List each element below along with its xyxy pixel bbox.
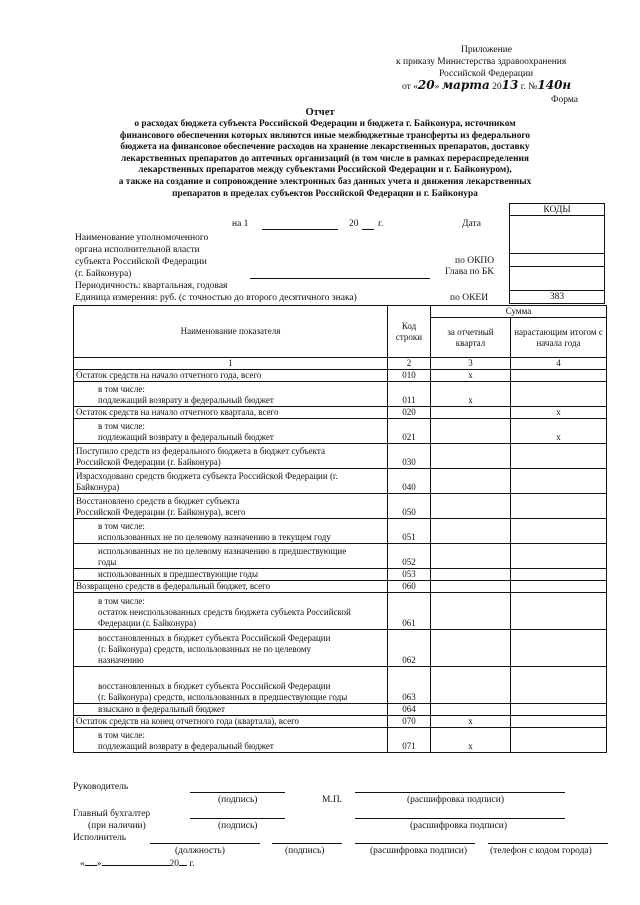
table-row	[74, 382, 607, 407]
col-sum-header: Сумма	[431, 306, 607, 318]
row-cumulative-value[interactable]	[511, 704, 607, 716]
row-quarter-value[interactable]	[431, 630, 511, 667]
col-num-3: 3	[431, 358, 511, 370]
handwritten-order-number: 140н	[537, 78, 572, 92]
row-quarter-value[interactable]	[431, 407, 511, 419]
table-row	[74, 494, 607, 519]
col-num-1: 1	[74, 358, 388, 370]
row-name: Израсходовано средств бюджета субъекта Российской Федерации (г. Байконура)	[74, 469, 388, 494]
table-row	[74, 569, 607, 581]
okpo-code-cell	[510, 254, 605, 267]
bk-code-cell	[510, 267, 605, 291]
row-cumulative-value[interactable]	[511, 370, 607, 382]
table-row	[74, 544, 607, 569]
codes-header: КОДЫ	[510, 204, 605, 216]
row-code: 071	[388, 728, 431, 753]
table-row	[74, 469, 607, 494]
row-code: 051	[388, 519, 431, 544]
row-code: 060	[388, 581, 431, 593]
row-name: в том числе: подлежащий возврату в федеральный бюджет	[74, 728, 388, 753]
handwritten-year: 13	[501, 78, 519, 92]
row-code: 052	[388, 544, 431, 569]
date-label: Дата	[462, 219, 481, 229]
table-row	[74, 519, 607, 544]
okei-code-cell: 383	[510, 291, 605, 304]
row-cumulative-value[interactable]	[511, 630, 607, 667]
table-row	[74, 419, 607, 444]
table-row	[74, 728, 607, 753]
chief-sign-caption: (подпись)	[218, 821, 258, 831]
row-quarter-value[interactable]	[431, 444, 511, 469]
row-name: Восстановлено средств в бюджет субъекта Российской Федерации (г. Байконура), всего	[74, 494, 388, 519]
report-table	[73, 305, 607, 753]
row-cumulative-value[interactable]	[511, 593, 607, 630]
row-name: восстановленных в бюджет субъекта Российской Федерации (г. Байконура) средств, использованных не по целевому назначению	[74, 630, 388, 667]
head-label: Руководитель	[73, 782, 129, 792]
row-cumulative-value[interactable]	[511, 519, 607, 544]
row-name: Возвращено средств в федеральный бюджет, всего	[74, 581, 388, 593]
row-quarter-value[interactable]	[431, 667, 511, 704]
row-name: восстановленных в бюджет субъекта Российской Федерации (г. Байконура) средств, использованных в предшествующие годы	[74, 667, 388, 704]
report-title: о расходах бюджета субъекта Российской Федерации и бюджета г. Байконура, источником финансового обеспечения которых являются иные межбюджетные трансферты из федерального бюджета на финансовое обеспечение расходов на хранение лекарственных препаратов, доставку лекарственных препаратов до аптечных организаций (в том числе в рамках перераспределения лекарственных препаратов между субъектами Российской Федерации и г. Байконуром), а также на создание и сопровождение электронных баз данных учета и движения лекарственных препаратов в пределах субъектов Российской Федерации и г. Байконура	[118, 119, 532, 199]
order-date-line: от «20» марта 2013 г. №140н	[402, 78, 572, 92]
row-cumulative-value[interactable]	[511, 569, 607, 581]
row-code: 070	[388, 716, 431, 728]
row-cumulative-value[interactable]	[511, 728, 607, 753]
row-quarter-value[interactable]	[431, 494, 511, 519]
g-label: г.	[378, 219, 384, 229]
row-code: 053	[388, 569, 431, 581]
unit-label: Единица измерения: руб. (с точностью до второго десятичного знака)	[75, 293, 357, 303]
form-label: Форма	[551, 95, 579, 105]
okpo-label: по ОКПО	[455, 256, 495, 266]
col-num-2: 2	[388, 358, 431, 370]
report-heading: Отчет	[305, 107, 335, 118]
on-date-label: на 1	[232, 219, 249, 229]
if-any-label: (при наличии)	[88, 821, 146, 831]
row-quarter-value[interactable]: x	[431, 716, 511, 728]
codes-table	[509, 203, 605, 304]
glava-bk-label: Глава по БК	[445, 267, 494, 277]
row-cumulative-value[interactable]	[511, 581, 607, 593]
head-decode-caption: (расшифровка подписи)	[407, 795, 504, 805]
row-code: 062	[388, 630, 431, 667]
chief-decode-caption: (расшифровка подписи)	[410, 821, 507, 831]
phone-caption: (телефон с кодом города)	[490, 846, 592, 856]
row-cumulative-value[interactable]	[511, 544, 607, 569]
row-code: 040	[388, 469, 431, 494]
row-cumulative-value[interactable]	[511, 494, 607, 519]
table-row	[74, 667, 607, 704]
table-row	[74, 704, 607, 716]
head-sign-caption: (подпись)	[218, 795, 258, 805]
table-row	[74, 370, 607, 382]
col-name-header: Наименование показателя	[74, 306, 388, 358]
chief-accountant-label: Главный бухгалтер	[73, 809, 151, 819]
row-code: 020	[388, 407, 431, 419]
table-row	[74, 444, 607, 469]
row-name: в том числе: подлежащий возврату в федеральный бюджет	[74, 382, 388, 407]
row-name: использованных не по целевому назначению в предшествующие годы	[74, 544, 388, 569]
row-cumulative-value[interactable]	[511, 667, 607, 704]
mp-label: М.П.	[322, 795, 343, 805]
row-name: в том числе: подлежащий возврату в федеральный бюджет	[74, 419, 388, 444]
okei-label: по ОКЕИ	[450, 293, 489, 303]
org-name-label: Наименование уполномоченного органа исполнительной власти субъекта Российской Федерации (г. Байконура)	[75, 233, 209, 279]
col-code-header: Код строки	[388, 306, 431, 358]
row-quarter-value[interactable]	[431, 469, 511, 494]
col-quarter-header: за отчетный квартал	[431, 318, 511, 358]
row-code: 050	[388, 494, 431, 519]
table-row	[74, 716, 607, 728]
col-num-4: 4	[511, 358, 607, 370]
table-row	[74, 593, 607, 630]
row-cumulative-value[interactable]: x	[511, 407, 607, 419]
row-cumulative-value[interactable]	[511, 444, 607, 469]
row-name: в том числе: использованных не по целевому назначению в текущем году	[74, 519, 388, 544]
row-quarter-value[interactable]	[431, 593, 511, 630]
executor-label: Исполнитель	[73, 833, 127, 843]
row-quarter-value[interactable]	[431, 544, 511, 569]
row-name: Остаток средств на конец отчетного года (квартала), всего	[74, 716, 388, 728]
executor-sign-caption: (подпись)	[285, 846, 325, 856]
handwritten-day: 20	[417, 78, 435, 92]
row-code: 064	[388, 704, 431, 716]
federation-label: Российской Федерации	[439, 69, 534, 79]
periodicity-label: Периодичность: квартальная, годовая	[75, 281, 228, 291]
position-caption: (должность)	[175, 846, 225, 856]
table-row	[74, 407, 607, 419]
row-quarter-value[interactable]	[431, 519, 511, 544]
row-quarter-value[interactable]	[431, 704, 511, 716]
row-quarter-value[interactable]: x	[431, 728, 511, 753]
row-name: взыскано в федеральный бюджет	[74, 704, 388, 716]
row-quarter-value[interactable]	[431, 581, 511, 593]
row-name: в том числе: остаток неиспользованных средств бюджета субъекта Российской Федерации (г. Байконура)	[74, 593, 388, 630]
row-name: использованных в предшествующие годы	[74, 569, 388, 581]
row-quarter-value[interactable]	[431, 419, 511, 444]
col-cumulative-header: нарастающим итогом с начала года	[511, 318, 607, 358]
row-code: 063	[388, 667, 431, 704]
row-name: Остаток средств на начало отчетного года, всего	[74, 370, 388, 382]
handwritten-month: марта	[441, 78, 490, 92]
row-cumulative-value[interactable]	[511, 716, 607, 728]
row-cumulative-value[interactable]	[511, 382, 607, 407]
row-quarter-value[interactable]: x	[431, 370, 511, 382]
row-cumulative-value[interactable]	[511, 469, 607, 494]
row-code: 011	[388, 382, 431, 407]
row-code: 030	[388, 444, 431, 469]
date-code-cell	[510, 216, 605, 254]
row-code: 061	[388, 593, 431, 630]
row-quarter-value[interactable]	[431, 569, 511, 581]
row-name: Поступило средств из федерального бюджета в бюджет субъекта Российской Федерации (г. Байконура)	[74, 444, 388, 469]
order-ref: к приказу Министерства здравоохранения	[396, 57, 567, 67]
row-cumulative-value[interactable]: x	[511, 419, 607, 444]
row-quarter-value[interactable]: x	[431, 382, 511, 407]
row-name: Остаток средств на начало отчетного квартала, всего	[74, 407, 388, 419]
row-code: 021	[388, 419, 431, 444]
executor-decode-caption: (расшифровка подписи)	[370, 846, 467, 856]
table-row	[74, 630, 607, 667]
signature-date: « » 20 г.	[80, 859, 195, 869]
row-code: 010	[388, 370, 431, 382]
year-label: 20	[349, 219, 359, 229]
appendix-label: Приложение	[461, 45, 512, 55]
table-row	[74, 581, 607, 593]
